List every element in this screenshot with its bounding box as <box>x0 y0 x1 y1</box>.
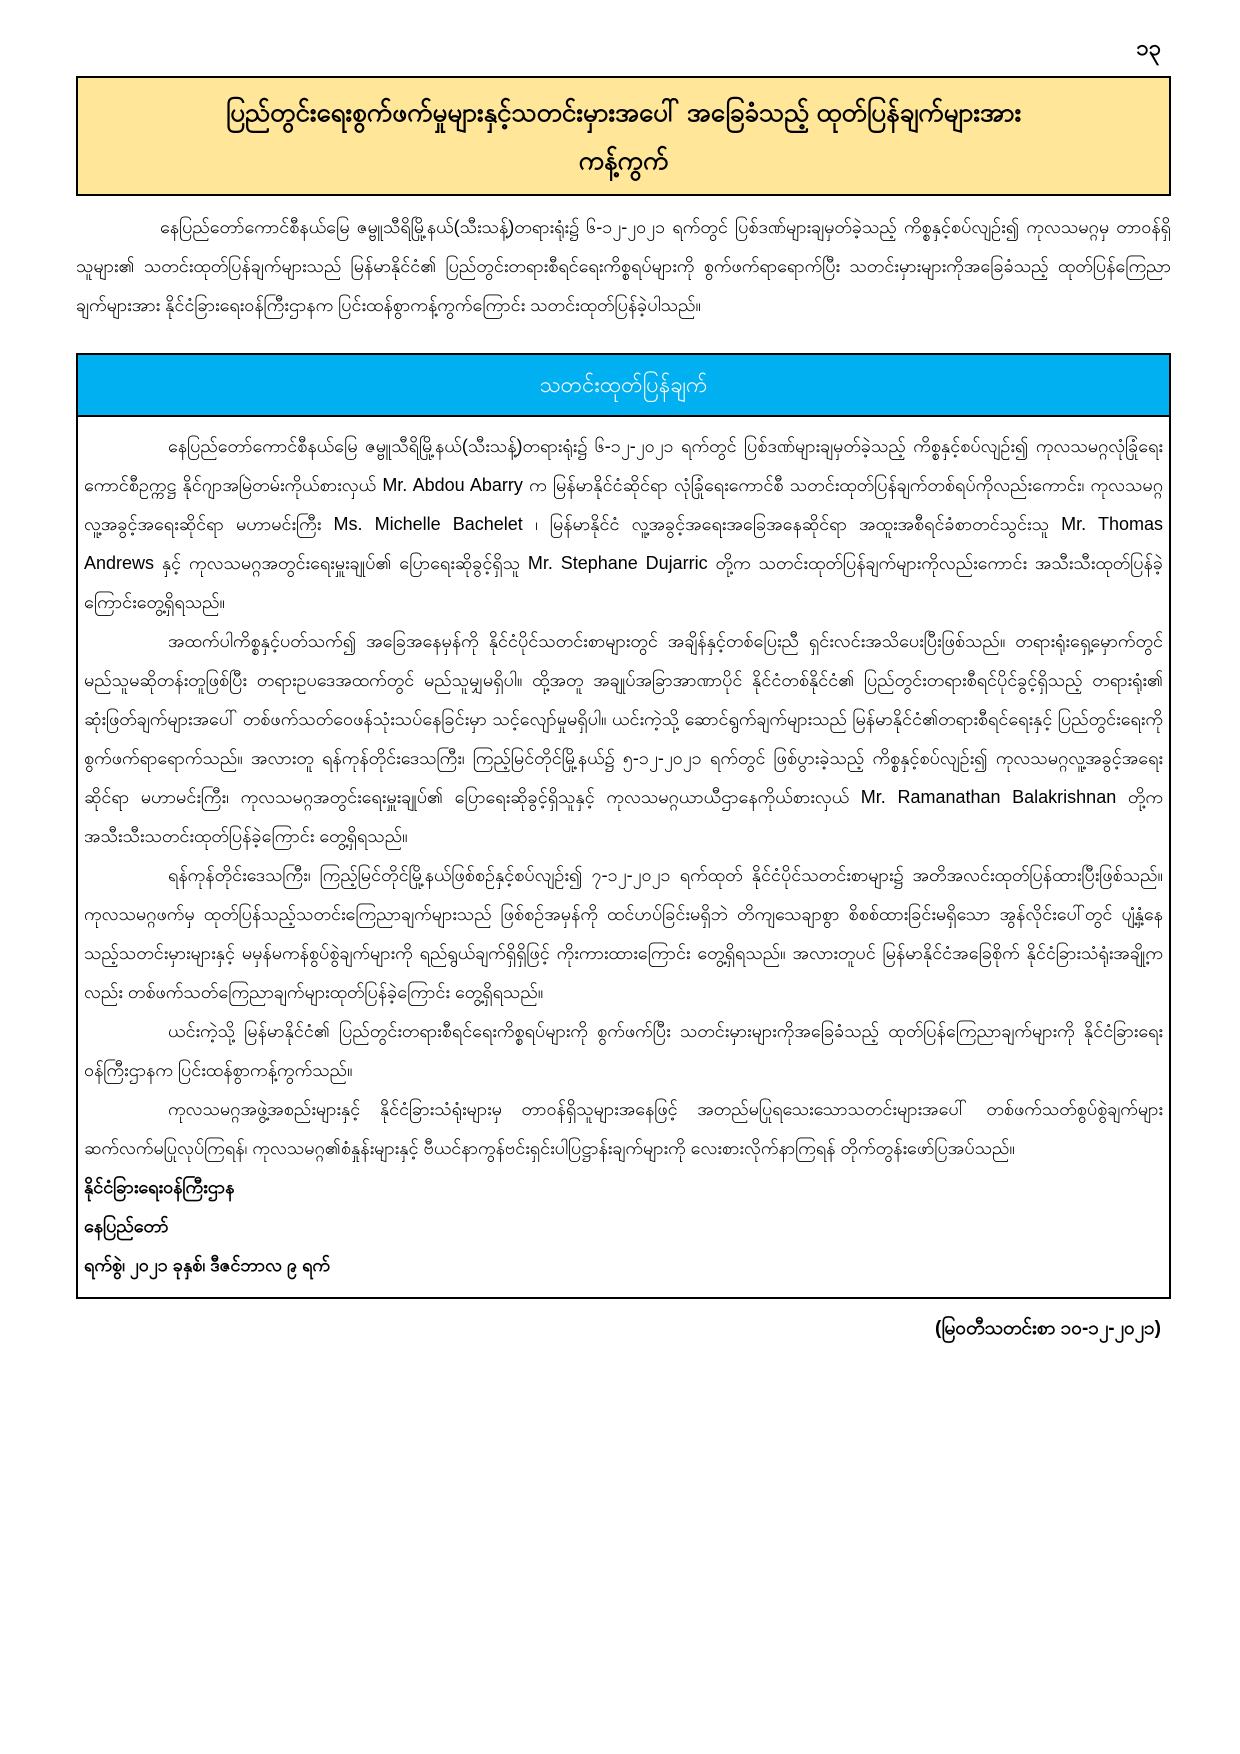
title-line-1: ပြည်တွင်းရေးစွက်ဖက်မှုများနှင့်သတင်းမှားအပေါ် အခြေခံသည့် ထုတ်ပြန်ချက်များအား <box>225 97 1022 127</box>
intro-paragraph: နေပြည်တော်ကောင်စီနယ်မြေ ဇမ္ဗူသီရိမြို့နယ်(သီးသန့်)တရားရုံး၌ ၆-၁၂-၂၀၂၁ ရက်တွင် ပြစ်ဒဏ်များချမှတ်ခဲ့သည့် ကိစ္စနှင့်စပ်လျဉ်း၍ ကုလသမဂ္ဂမှ တာဝန်ရှိသူများ၏ သတင်းထုတ်ပြန်ချက်များသည် မြန်မာနိုင်ငံ၏ ပြည်တွင်းတရားစီရင်ရေးကိစ္စရပ်များကို စွက်ဖက်ရာရောက်ပြီး သတင်းမှားများကိုအခြေခံသည့် ထုတ်ပြန်ကြေညာချက်များအား နိုင်ငံခြားရေးဝန်ကြီးဌာနက ပြင်းထန်စွာကန့်ကွက်ကြောင်း သတင်းထုတ်ပြန်ခဲ့ပါသည်။ <box>76 217 1171 315</box>
signature-date: ရက်စွဲ၊ ၂၀၂၁ ခုနှစ်၊ ဒီဇင်ဘာလ ၉ ရက် <box>84 1255 331 1275</box>
signature-place: နေပြည်တော် <box>84 1216 169 1236</box>
press-release-header: သတင်းထုတ်ပြန်ချက် <box>78 355 1169 417</box>
statement-paragraph-3: ရန်ကုန်တိုင်းဒေသကြီး၊ ကြည့်မြင်တိုင်မြို့နယ်ဖြစ်စဉ်နှင့်စပ်လျဉ်း၍ ၇-၁၂-၂၀၂၁ ရက်ထုတ် နိုင်ငံပိုင်သတင်းစာများ၌ အတိအလင်းထုတ်ပြန်ထားပြီးဖြစ်သည်။ ကုလသမဂ္ဂဖက်မှ ထုတ်ပြန်သည့်သတင်းကြေညာချက်များသည် ဖြစ်စဉ်အမှန်ကို ထင်ဟပ်ခြင်းမရှိဘဲ တိကျသေချာစွာ စိစစ်ထားခြင်းမရှိသော အွန်လိုင်းပေါ်တွင် ပျံ့နှံ့နေသည့်သတင်းမှားများနှင့် မမှန်မကန်စွပ်စွဲချက်များကို ရည်ရွယ်ချက်ရှိရှိဖြင့် ကိုးကားထားကြောင်း တွေ့ရှိရသည်။ အလားတူပင် မြန်မာနိုင်ငံအခြေစိုက် နိုင်ငံခြားသံရုံးအချို့ကလည်း တစ်ဖက်သတ်ကြေညာချက်များထုတ်ပြန်ခဲ့ကြောင်း တွေ့ရှိရသည်။ <box>84 865 1163 1002</box>
statement-paragraph-1: နေပြည်တော်ကောင်စီနယ်မြေ ဇမ္ဗူသီရိမြို့နယ်(သီးသန့်)တရားရုံး၌ ၆-၁၂-၂၀၂၁ ရက်တွင် ပြစ်ဒဏ်များချမှတ်ခဲ့သည့် ကိစ္စနှင့်စပ်လျဉ်း၍ ကုလသမဂ္ဂလုံခြုံရေးကောင်စီဥက္ကဋ္ဌ နိုင်ဂျာအမြဲတမ်းကိုယ်စားလှယ် Mr. Abdou Abarry က မြန်မာနိုင်ငံဆိုင်ရာ လုံခြုံရေးကောင်စီ သတင်းထုတ်ပြန်ချက်တစ်ရပ်ကိုလည်းကောင်း၊ ကုလသမဂ္ဂလူ့အခွင့်အရေးဆိုင်ရာ မဟာမင်းကြီး Ms. Michelle Bachelet ၊ မြန်မာနိုင်ငံ လူ့အခွင့်အရေးအခြေအနေဆိုင်ရာ အထူးအစီရင်ခံစာတင်သွင်းသူ Mr. Thomas Andrews နှင့် ကုလသမဂ္ဂအတွင်းရေးမှူးချုပ်၏ ပြောရေးဆိုခွင့်ရှိသူ Mr. Stephane Dujarric တို့က သတင်းထုတ်ပြန်ချက်များကိုလည်းကောင်း အသီးသီးထုတ်ပြန်ခဲ့ကြောင်းတွေ့ရှိရသည်။ <box>84 436 1163 612</box>
source-citation: (မြဝတီသတင်းစာ ၁၀-၁၂-၂၀၂၁) <box>935 1318 1161 1339</box>
statement-paragraph-5: ကုလသမဂ္ဂအဖွဲ့အစည်းများနှင့် နိုင်ငံခြားသံရုံးများမှ တာဝန်ရှိသူများအနေဖြင့် အတည်မပြုရသေးသောသတင်းများအပေါ် တစ်ဖက်သတ်စွပ်စွဲချက်များ ဆက်လက်မပြုလုပ်ကြရန်၊ ကုလသမဂ္ဂ၏စံနှုန်းများနှင့် ဗီယင်နာကွန်ဗင်းရှင်းပါပြဋ္ဌာန်းချက်များကို လေးစားလိုက်နာကြရန် တိုက်တွန်းဖော်ပြအပ်သည်။ <box>84 1099 1163 1158</box>
signature-ministry: နိုင်ငံခြားရေးဝန်ကြီးဌာန <box>84 1177 235 1197</box>
title-box <box>76 76 1171 196</box>
page-number: ၁၃ <box>1136 35 1161 60</box>
statement-paragraph-2: အထက်ပါကိစ္စနှင့်ပတ်သက်၍ အခြေအနေမှန်ကို နိုင်ငံပိုင်သတင်းစာများတွင် အချိန်နှင့်တစ်ပြေးညီ ရှင်းလင်းအသိပေးပြီးဖြစ်သည်။ တရားရုံးရှေ့မှောက်တွင် မည်သူမဆိုတန်းတူဖြစ်ပြီး တရားဥပဒေအထက်တွင် မည်သူမျှမရှိပါ။ ထို့အတူ အချုပ်အခြာအာဏာပိုင် နိုင်ငံတစ်နိုင်ငံ၏ ပြည်တွင်းတရားစီရင်ပိုင်ခွင့်ရှိသည့် တရားရုံး၏ ဆုံးဖြတ်ချက်များအပေါ် တစ်ဖက်သတ်ဝေဖန်သုံးသပ်နေခြင်းမှာ သင့်လျော်မှုမရှိပါ။ ယင်းကဲ့သို့ ဆောင်ရွက်ချက်များသည် မြန်မာနိုင်ငံ၏တရားစီရင်ရေးနှင့် ပြည်တွင်းရေးကို စွက်ဖက်ရာရောက်သည်။ အလားတူ ရန်ကုန်တိုင်းဒေသကြီး၊ ကြည့်မြင်တိုင်မြို့နယ်၌ ၅-၁၂-၂၀၂၁ ရက်တွင် ဖြစ်ပွားခဲ့သည့် ကိစ္စနှင့်စပ်လျဉ်း၍ ကုလသမဂ္ဂလူ့အခွင့်အရေးဆိုင်ရာ မဟာမင်းကြီး၊ ကုလသမဂ္ဂအတွင်းရေးမှူးချုပ်၏ ပြောရေးဆိုခွင့်ရှိသူနှင့် ကုလသမဂ္ဂယာယီဌာနေကိုယ်စားလှယ် Mr. Ramanathan Balakrishnan တို့က အသီးသီးသတင်းထုတ်ပြန်ခဲ့ကြောင်း တွေ့ရှိရသည်။ <box>84 631 1163 846</box>
press-release-box <box>76 353 1171 1299</box>
title-line-2: ကန့်ကွက် <box>578 145 669 175</box>
signature-block <box>84 1168 1163 1285</box>
press-release-body <box>78 417 1169 1297</box>
statement-paragraph-4: ယင်းကဲ့သို့ မြန်မာနိုင်ငံ၏ ပြည်တွင်းတရားစီရင်ရေးကိစ္စရပ်များကို စွက်ဖက်ပြီး သတင်းမှားများကိုအခြေခံသည့် ထုတ်ပြန်ကြေညာချက်များကို နိုင်ငံခြားရေးဝန်ကြီးဌာနက ပြင်းထန်စွာကန့်ကွက်သည်။ <box>84 1021 1163 1080</box>
